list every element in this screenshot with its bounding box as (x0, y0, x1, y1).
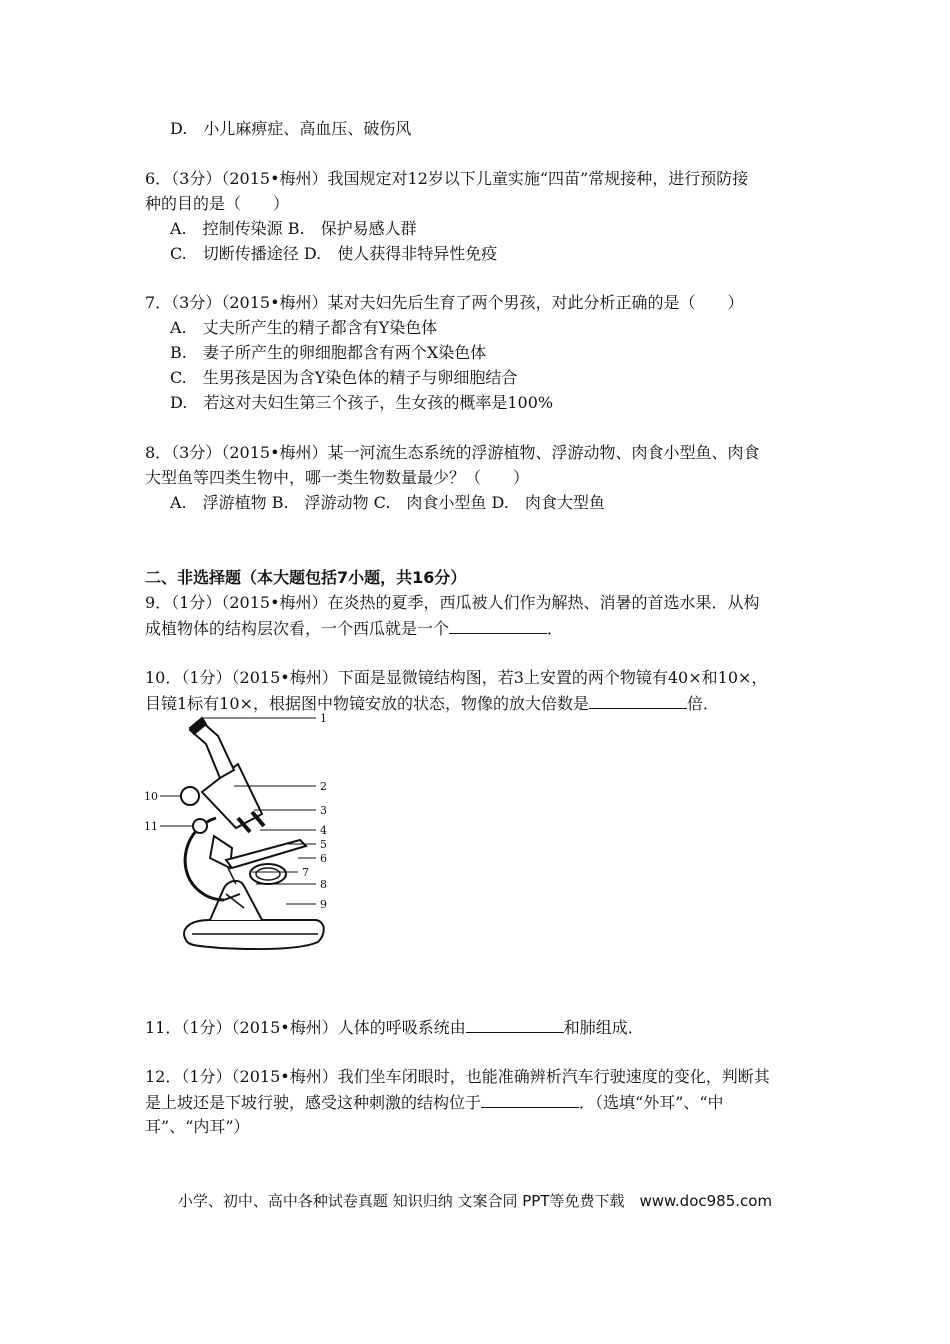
q7-option-d: D. 若这对夫妇生第三个孩子，生女孩的概率是100% (170, 393, 554, 412)
q9-answer-blank[interactable] (449, 617, 547, 634)
q11-stem (145, 1016, 644, 1039)
label-8: 8 (320, 878, 327, 891)
label-2: 2 (320, 780, 327, 793)
q7-stem: 7．（3分）（2015•梅州）某对夫妇先后生育了两个男孩，对此分析正确的是（ ） (145, 293, 744, 312)
q10-stem-line1: 10．（1分）（2015•梅州）下面是显微镜结构图，若3上安置的两个物镜有40×和10×， (145, 668, 768, 687)
label-1: 1 (320, 712, 327, 725)
q5-option-d: D. 小儿麻痹症、高血压、破伤风 (170, 119, 412, 138)
q12-stem-text: 是上坡还是下坡行驶，感受这种刺激的结构位于 (145, 1093, 482, 1112)
label-5: 5 (320, 838, 327, 851)
q8-stem-line1: 8．（3分）（2015•梅州）某一河流生态系统的浮游植物、浮游动物、肉食小型鱼、肉食 (145, 443, 760, 462)
q11-stem-text: 11．（1分）（2015•梅州）人体的呼吸系统由 (145, 1018, 466, 1037)
q7-option-c: C. 生男孩是因为含Y染色体的精子与卵细胞结合 (170, 368, 518, 387)
q6-options-cd: C. 切断传播途径 D. 使人获得非特异性免疫 (170, 244, 498, 263)
label-6: 6 (320, 852, 327, 865)
q10-answer-blank[interactable] (589, 692, 687, 709)
q9-stem-end: ． (547, 619, 564, 638)
q6-options-ab: A. 控制传染源 B. 保护易感人群 (170, 219, 417, 238)
label-9: 9 (320, 898, 327, 911)
q7-option-b: B. 妻子所产生的卵细胞都含有两个X染色体 (170, 343, 487, 362)
q9-stem-line2 (145, 617, 563, 640)
q11-answer-blank[interactable] (466, 1016, 564, 1033)
page-footer: 小学、初中、高中各种试卷真题 知识归纳 文案合同 PPT等免费下载 www.doc985.com (177, 1192, 773, 1210)
q12-stem-end: ．（选填“外耳”、“中 (579, 1093, 724, 1112)
q12-stem-line3: 耳”、“内耳”） (145, 1117, 250, 1136)
label-7: 7 (302, 866, 309, 879)
q7-option-a: A. 丈夫所产生的精子都含有Y染色体 (170, 318, 438, 337)
q8-stem-line2: 大型鱼等四类生物中，哪一类生物数量最少？（ ） (145, 468, 530, 487)
q11-stem-end: 和肺组成． (563, 1018, 644, 1037)
q10-stem-end: 倍． (686, 694, 719, 713)
q12-stem-line1: 12．（1分）（2015•梅州）我们坐车闭眼时，也能准确辨析汽车行驶速度的变化，判断其 (145, 1067, 770, 1086)
q10-stem-text: 目镜1标有10×，根据图中物镜安放的状态，物像的放大倍数是 (145, 694, 589, 713)
q12-answer-blank[interactable] (481, 1091, 579, 1108)
q6-stem-line2: 种的目的是（ ） (145, 194, 290, 213)
microscope-diagram (140, 708, 340, 968)
label-3: 3 (320, 804, 327, 817)
label-11: 11 (144, 820, 158, 833)
q8-options: A. 浮游植物 B. 浮游动物 C. 肉食小型鱼 D. 肉食大型鱼 (170, 493, 605, 512)
q12-stem-line2 (145, 1091, 724, 1114)
label-4: 4 (320, 824, 327, 837)
section2-heading: 二、非选择题（本大题包括7小题，共16分） (145, 568, 467, 587)
label-10: 10 (144, 790, 158, 803)
q9-stem-line1: 9．（1分）（2015•梅州）在炎热的夏季，西瓜被人们作为解热、消暑的首选水果．从构 (145, 593, 760, 612)
q6-stem-line1: 6．（3分）（2015•梅州）我国规定对12岁以下儿童实施“四苗”常规接种，进行预防接 (145, 169, 749, 188)
q9-stem-text: 成植物体的结构层次看，一个西瓜就是一个 (145, 619, 450, 638)
